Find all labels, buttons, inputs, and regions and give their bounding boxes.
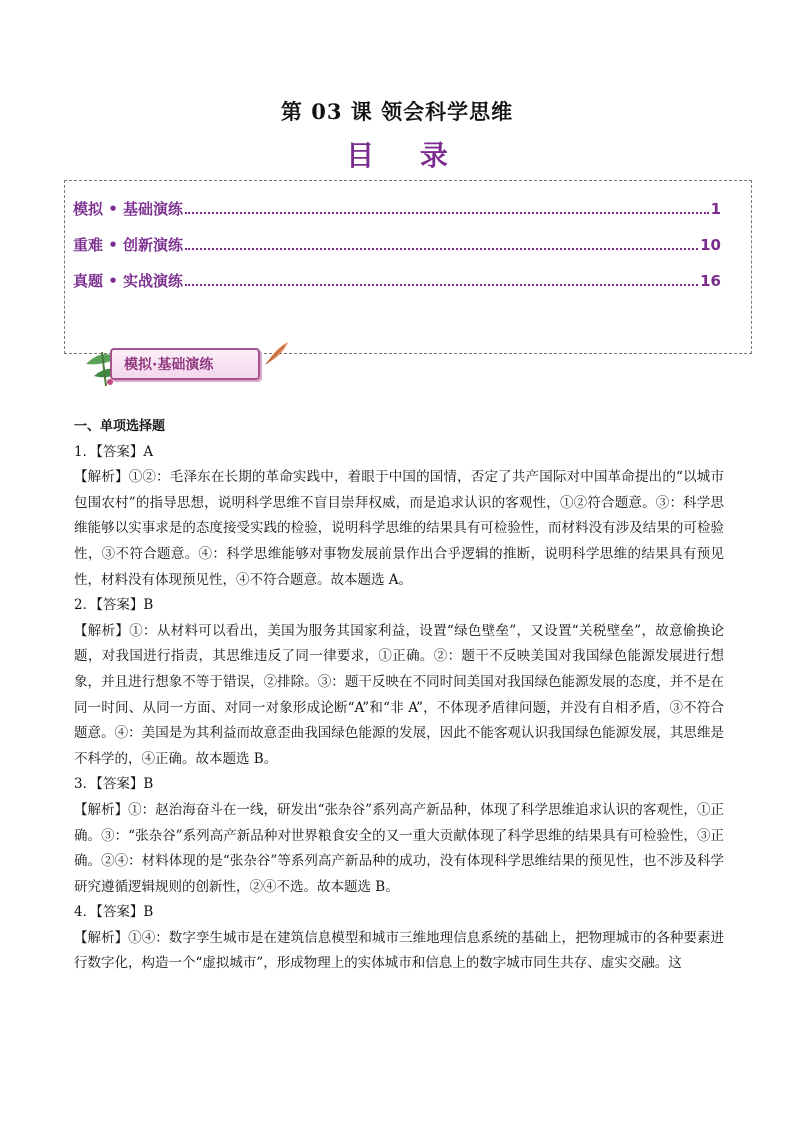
answer-line: 1．【答案】A xyxy=(74,443,154,460)
toc-entry-label: 模拟 • 基础演练 xyxy=(73,200,184,218)
question-item xyxy=(74,772,724,900)
answer-line: 3．【答案】B xyxy=(74,776,154,793)
explanation: 【解析】①②：毛泽东在长期的革命实践中，着眼于中国的国情，否定了共产国际对中国革命提出的“以城市包围农村”的指导思想，说明科学思维不盲目崇拜权威，而是追求认识的客观性，①②符合题意。③：科学思维能够以实事求是的态度接受实践的检验，说明科学思维的结果具有可检验性，而材料没有涉及结果的可检验性，③不符合题意。④：科学思维能够对事物发展前景作出合乎逻辑的推断，说明科学思维的结果具有预见性，材料没有体现预见性，④不符合题意。故本题选 A。 xyxy=(74,469,724,588)
answer-line: 2．【答案】B xyxy=(74,597,154,614)
explanation: 【解析】①：赵治海奋斗在一线，研发出“张杂谷”系列高产新品种，体现了科学思维追求认识的客观性，①正确。③：“张杂谷”系列高产新品种对世界粮食安全的又一重大贡献体现了科学思维的结果具有可检验性，③正确。②④：材料体现的是“张杂谷”等系列高产新品种的成功，没有体现科学思维结果的预见性，也不涉及科学研究遵循逻辑规则的创新性，②④不选。故本题选 B。 xyxy=(74,801,724,895)
answer-line: 4．【答案】B xyxy=(74,904,154,921)
section-badge xyxy=(80,338,280,390)
toc-entry-basic[interactable] xyxy=(73,198,721,222)
question-item xyxy=(74,593,724,772)
toc-heading: 目 录 xyxy=(346,139,466,172)
toc-leader-dots xyxy=(185,283,698,286)
explanation: 【解析】①：从材料可以看出，美国为服务其国家利益，设置“绿色壁垒”，又设置“关税壁垒”，故意偷换论题，对我国进行指责，其思维违反了同一律要求，①正确。②：题干不反映美国对我国绿色能源发展进行想象，并且进行想象不等于错误，②排除。③：题干反映在不同时间美国对我国绿色能源发展的态度，并不是在同一时间、从同一方面、对同一对象形成论断“A”和“非 A”，不体现矛盾律问题，并没有自相矛盾，③不符合题意。④：美国是为其利益而故意歪曲我国绿色能源的发展，因此不能客观认识我国绿色能源发展，其思维是不科学的，④正确。故本题选 B。 xyxy=(74,622,724,767)
answer-content xyxy=(74,414,724,977)
question-item xyxy=(74,900,724,977)
toc-entry-page: 16 xyxy=(700,272,721,290)
question-item xyxy=(74,440,724,594)
page-title: 第 03 课 领会科学思维 xyxy=(280,99,514,124)
toc-entry-page: 10 xyxy=(700,236,721,254)
feather-icon xyxy=(262,338,292,368)
section-badge-label: 模拟·基础演练 xyxy=(124,357,214,373)
toc-entry-label: 真题 • 实战演练 xyxy=(73,272,184,290)
section-heading: 一、单项选择题 xyxy=(74,419,166,434)
toc-entry-page: 1 xyxy=(710,200,721,218)
toc-entry-real-exam[interactable] xyxy=(73,270,721,294)
explanation: 【解析】①④：数字孪生城市是在建筑信息模型和城市三维地理信息系统的基础上，把物理城市的各种要素进行数字化，构造一个“虚拟城市”，形成物理上的实体城市和信息上的数字城市同生共存、虚实交融。这 xyxy=(74,929,724,972)
toc-leader-dots xyxy=(185,247,698,250)
toc-entry-label: 重难 • 创新演练 xyxy=(73,236,184,254)
toc-entry-innovation[interactable] xyxy=(73,234,721,258)
toc-leader-dots xyxy=(185,211,709,214)
table-of-contents xyxy=(64,180,752,354)
